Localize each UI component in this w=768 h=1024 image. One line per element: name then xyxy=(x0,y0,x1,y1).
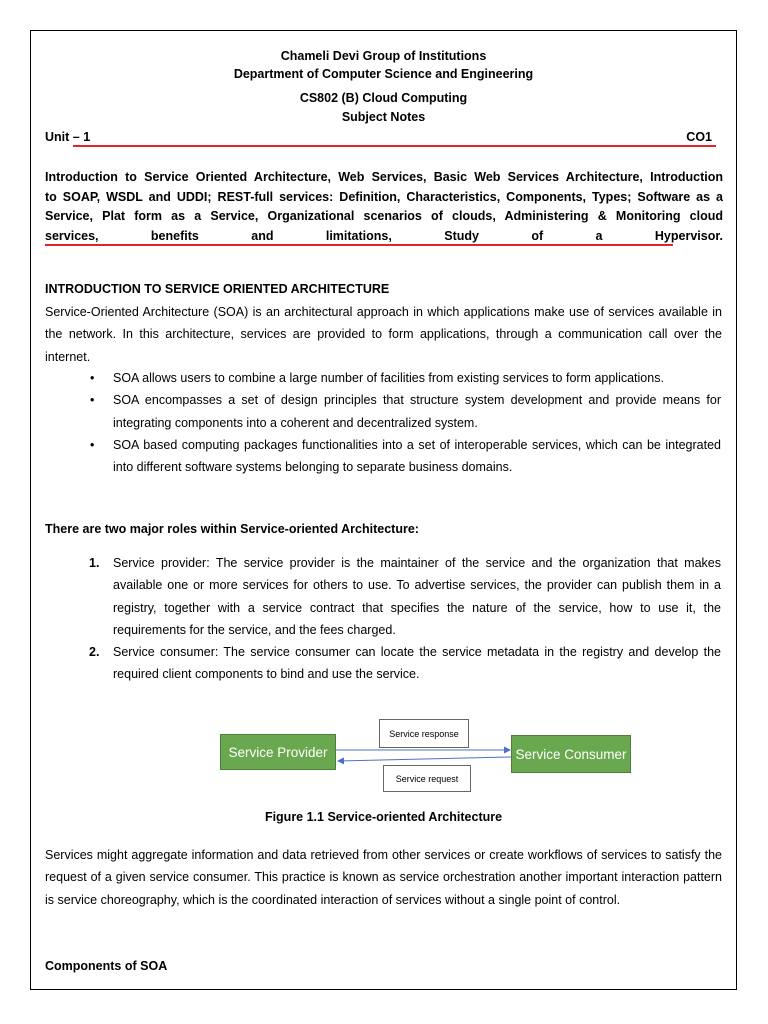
flow-arrows xyxy=(331,743,517,767)
syllabus-line-1: Introduction to Service Oriented Architecture, Web Services, Basic Web Services Architecture, Introduction xyxy=(45,170,723,184)
bullet-icon: • xyxy=(90,437,95,452)
syllabus-block xyxy=(45,168,723,246)
intro-heading: INTRODUCTION TO SERVICE ORIENTED ARCHITECTURE xyxy=(45,282,390,296)
orchestration-paragraph: Services might aggregate information and data retrieved from other services or create workflows of services to satisfy the request of a given service consumer. This practice is known as service orchestration another important interaction pattern is service choreography, which is the coordinated interaction of services without a single point of control. xyxy=(45,848,722,907)
service-consumer-box: Service Consumer xyxy=(511,735,631,773)
list-number: 2. xyxy=(89,645,100,660)
institution-name: Chameli Devi Group of Institutions xyxy=(280,49,487,63)
syllabus-underline xyxy=(45,244,673,246)
roles-list xyxy=(89,552,721,686)
unit-label: Unit – 1 xyxy=(45,130,91,144)
components-heading: Components of SOA xyxy=(45,959,168,973)
intro-paragraph: Service-Oriented Architecture (SOA) is an architectural approach in which applications make use of services available in the network. In this architecture, services are provided to form applications, through a communication call over the internet. xyxy=(45,305,722,364)
intro-bullet-list xyxy=(90,367,721,478)
course-title: CS802 (B) Cloud Computing xyxy=(299,91,468,105)
syllabus-line-2: to SOAP, WSDL and UDDI; REST-full services: Definition, Characteristics, Components, Types; Software as a xyxy=(45,189,723,204)
syllabus-line-3: Service, Plat form as a Service, Organizational scenarios of clouds, Administering & Monitoring cloud xyxy=(45,209,723,224)
roles-heading: There are two major roles within Service-oriented Architecture: xyxy=(45,522,419,536)
header-underline xyxy=(73,145,716,147)
request-arrow xyxy=(338,757,511,761)
department-name: Department of Computer Science and Engineering xyxy=(233,67,534,81)
list-item: 1. Service provider: The service provider is the maintainer of the service and the organization that makes available one or more services for others to use. To advertise services, the provider can publish them in a registry, together with a service contract that specifies the nature of the service, how to use it, the requirements for the service, and the fees charged. xyxy=(113,552,721,641)
list-item: • SOA allows users to combine a large number of facilities from existing services to form applications. xyxy=(113,367,721,389)
list-item: 2. Service consumer: The service consumer can locate the service metadata in the registry and develop the required client components to bind and use the service. xyxy=(113,641,721,686)
service-response-label: Service response xyxy=(379,719,469,748)
bullet-icon: • xyxy=(90,393,95,408)
service-provider-box: Service Provider xyxy=(220,734,336,770)
figure-caption: Figure 1.1 Service-oriented Architecture xyxy=(264,810,503,824)
syllabus-line-4: services, benefits and limitations, Study of a Hypervisor. xyxy=(45,228,723,243)
list-item: • SOA based computing packages functionalities into a set of interoperable services, which can be integrated into different software systems belonging to separate business domains. xyxy=(113,434,721,479)
bullet-icon: • xyxy=(90,371,95,385)
list-item: • SOA encompasses a set of design principles that structure system development and provide means for integrating components into a coherent and decentralized system. xyxy=(113,389,721,434)
list-number: 1. xyxy=(89,556,100,570)
document-type: Subject Notes xyxy=(341,110,426,124)
document-page xyxy=(30,30,737,990)
service-request-label: Service request xyxy=(383,765,471,792)
co-label: CO1 xyxy=(686,130,712,144)
